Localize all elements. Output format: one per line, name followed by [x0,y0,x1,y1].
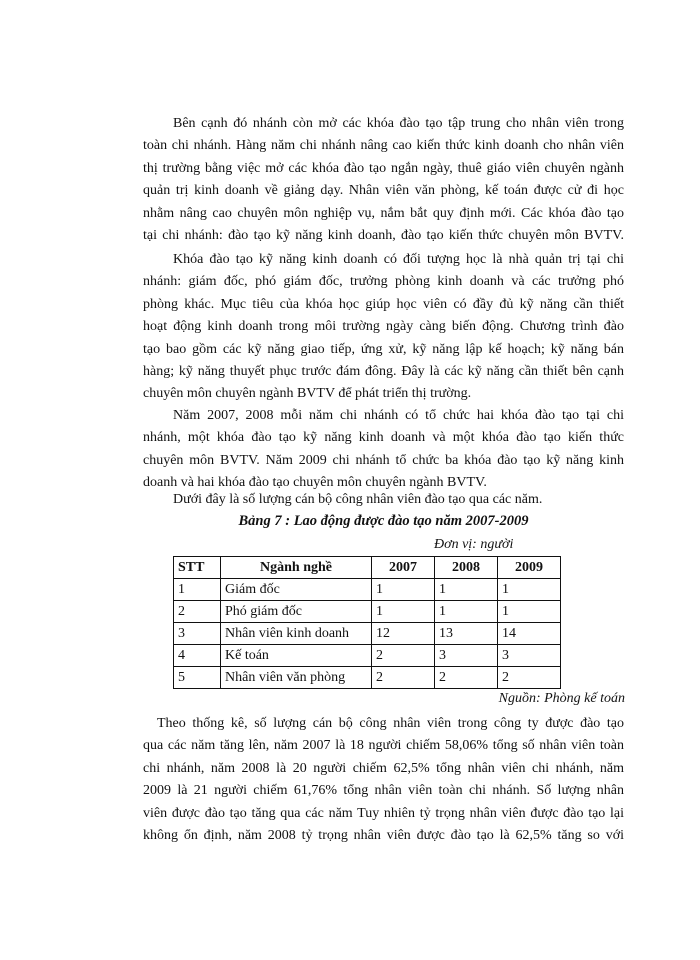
paragraph-course-count [143,405,624,495]
cell-2008: 1 [435,601,498,623]
cell-occupation: Nhân viên kinh doanh [221,623,372,645]
text-line: qua các năm tăng lên, năm 2007 là 18 người chiếm 58,06% tổng số nhân viên toàn [143,738,624,754]
cell-2009: 1 [498,601,561,623]
cell-2007: 1 [372,601,435,623]
cell-2009: 1 [498,579,561,601]
training-table [173,556,561,689]
paragraph-intro [143,489,624,511]
text-line: nhằm nâng cao chuyên môn nghiệp vụ, nắm bắt quy định mới. Các khóa đào tạo [143,205,624,221]
table-row [174,601,561,623]
header-2009: 2009 [498,557,561,579]
text-line: Năm 2007, 2008 mỗi năm chi nhánh có tổ chức hai khóa đào tạo tại chi [173,408,624,423]
cell-2007: 12 [372,623,435,645]
table-unit: Đơn vị: người [434,537,514,552]
text-line: tại chi nhánh: đào tạo kỹ năng kinh doanh, đào tạo kiến thức chuyên môn BVTV. [143,227,624,243]
text-line: Khóa đào tạo kỹ năng kinh doanh có đối tượng học là nhà quản trị tại chi [173,252,624,267]
text-line: chuyên môn chuyên ngành BVTV để phát triển thị trường. [143,386,472,402]
cell-stt: 4 [174,645,221,667]
table-header-row [174,557,561,579]
cell-2007: 1 [372,579,435,601]
cell-stt: 3 [174,623,221,645]
table-source: Nguồn: Phòng kế toán [498,691,625,706]
text-line: hàng; kỹ năng thuyết phục trước đám đông. Đây là các kỹ năng cần thiết bên cạnh [143,363,624,379]
cell-2009: 2 [498,667,561,689]
text-line: Bên cạnh đó nhánh còn mở các khóa đào tạo tập trung cho nhân viên trong [173,116,624,131]
text-line: phòng khác. Mục tiêu của khóa học giúp học viên có đầy đủ kỹ năng cần thiết [143,296,624,312]
header-occupation: Ngành nghề [221,557,372,579]
text-line: viên được đào tạo tăng qua các năm Tuy nhiên tỷ trọng nhân viên được đào tạo lại [143,805,624,821]
cell-occupation: Kế toán [221,645,372,667]
text-line: thị trường bằng việc mở các khóa đào tạo ngắn ngày, thuê giáo viên chuyên ngành [143,160,624,176]
cell-occupation: Phó giám đốc [221,601,372,623]
header-2007: 2007 [372,557,435,579]
cell-occupation: Nhân viên văn phòng [221,667,372,689]
text-line: nhánh: giám đốc, phó giám đốc, trưởng phòng kinh doanh và các trưởng phó [143,274,624,290]
cell-stt: 5 [174,667,221,689]
cell-2009: 14 [498,623,561,645]
text-line: nhánh, một khóa đào tạo kỹ năng kinh doanh và một khóa đào tạo kiến thức [143,430,624,446]
text-line: chi nhánh, năm 2008 là 20 người chiếm 62,5% tổng nhân viên chi nhánh, năm [143,760,624,776]
cell-2008: 13 [435,623,498,645]
cell-2008: 2 [435,667,498,689]
paragraph-business-skills [143,249,624,406]
text-line: toàn chi nhánh. Hàng năm chi nhánh nâng cao kiến thức kinh doanh cho nhân viên [143,138,624,154]
text-line: tạo bao gồm các kỹ năng giao tiếp, ứng xử, kỹ năng lập kế hoạch; kỹ năng bán [143,341,624,357]
header-2008: 2008 [435,557,498,579]
cell-occupation: Giám đốc [221,579,372,601]
text-line: 2009 là 21 người chiếm 61,76% tổng nhân viên toàn chi nhánh. Số lượng nhân [143,783,624,799]
cell-2007: 2 [372,667,435,689]
cell-stt: 1 [174,579,221,601]
text-line: không ổn định, năm 2008 tỷ trọng nhân viên được đào tạo là 62,5% tăng so với [143,827,624,843]
cell-2009: 3 [498,645,561,667]
table-caption: Bảng 7 : Lao động được đào tạo năm 2007-2009 [238,513,529,529]
text-line: Theo thống kê, số lượng cán bộ công nhân viên trong công ty được đào tạo [157,716,624,731]
table-row [174,623,561,645]
header-stt: STT [174,557,221,579]
intro-line: Dưới đây là số lượng cán bộ công nhân viên đào tạo qua các năm. [173,492,543,507]
text-line: chuyên môn BVTV. Năm 2009 chi nhánh tổ chức ba khóa đào tạo kỹ năng kinh [143,452,624,468]
cell-2008: 3 [435,645,498,667]
cell-2008: 1 [435,579,498,601]
text-line: doanh và hai khóa đào tạo chuyên môn chuyên ngành BVTV. [143,475,487,491]
text-line: hoạt động kinh doanh trong môi trường ngày càng biến động. Chương trình đào [143,319,624,335]
cell-stt: 2 [174,601,221,623]
table-row [174,667,561,689]
text-line: quản trị kinh doanh về giảng dạy. Nhân viên văn phòng, kế toán được cử đi học [143,183,624,199]
table-row [174,579,561,601]
table-row [174,645,561,667]
paragraph-training-courses [143,113,624,247]
paragraph-statistics [143,713,624,847]
cell-2007: 2 [372,645,435,667]
